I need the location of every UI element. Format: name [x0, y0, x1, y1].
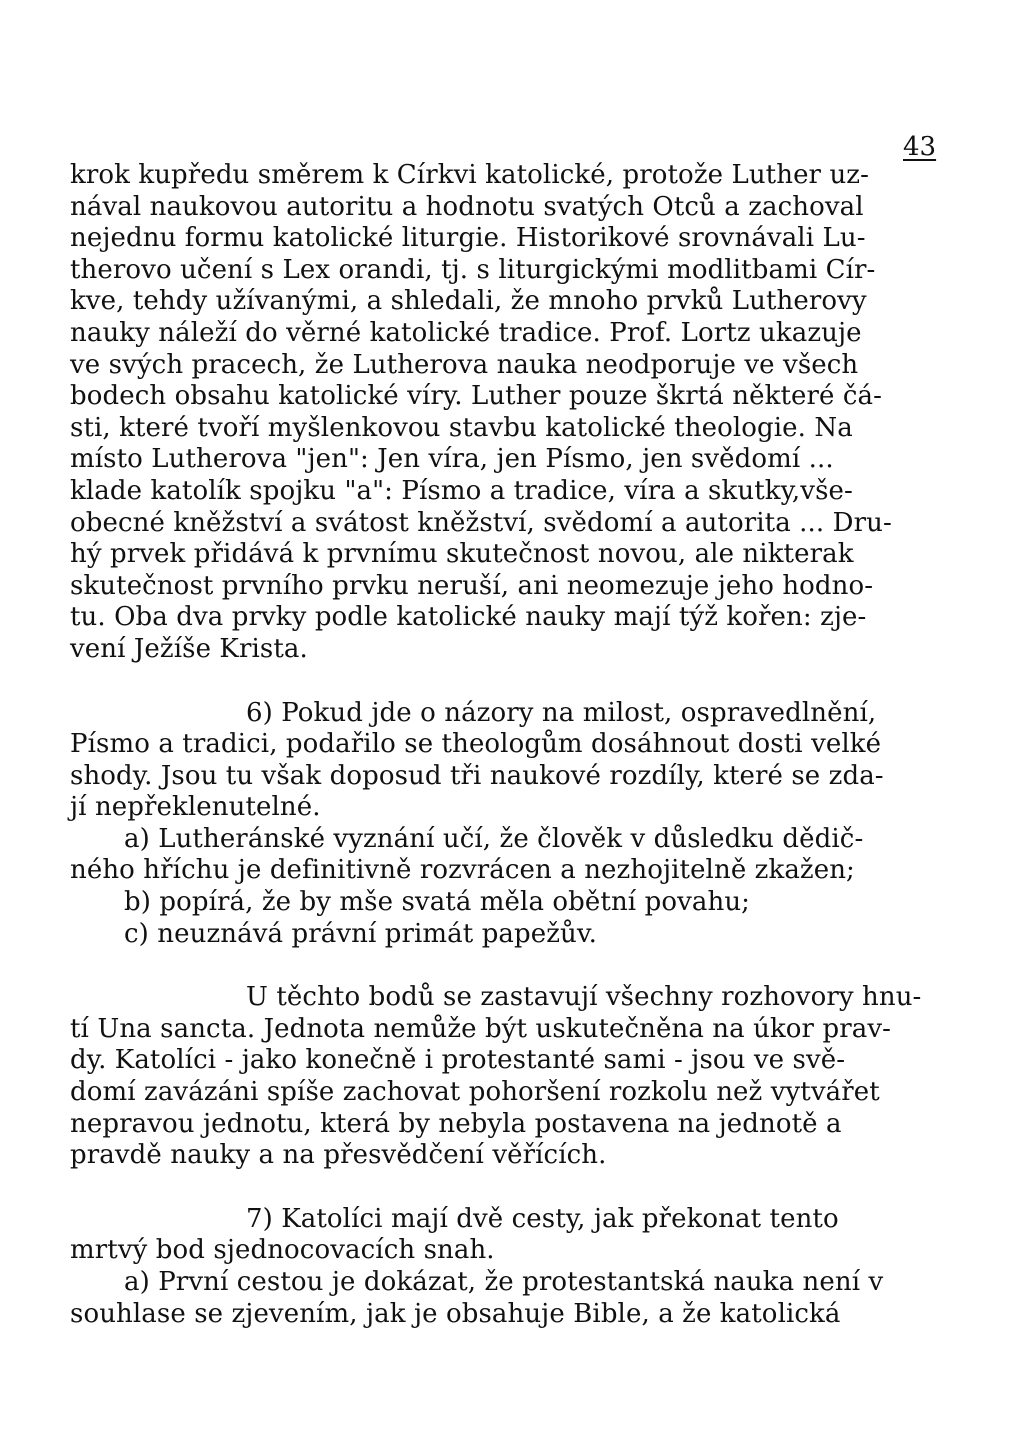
text-line: U těchto bodů se zastavují všechny rozhovory hnu-	[246, 982, 922, 1013]
paragraph-gap	[70, 1172, 960, 1204]
text-line: vení Ježíše Krista.	[70, 633, 308, 664]
text-line: krok kupředu směrem k Církvi katolické, protože Luther uz-	[70, 160, 869, 190]
text-line: souhlase se zjevením, jak je obsahuje Bible, a že katolická	[70, 1298, 841, 1329]
list-item: b) popírá, že by mše svatá měla obětní povahu;	[124, 887, 751, 918]
text-line: nauky náleží do věrné katolické tradice. Prof. Lortz ukazuje	[70, 317, 862, 348]
text-line: nejednu formu katolické liturgie. Historikové srovnávali Lu-	[70, 223, 866, 254]
text-line: mrtvý bod sjednocovacích snah.	[70, 1235, 495, 1266]
text-line: Písmo a tradici, podařilo se theologům dosáhnout dosti velké	[70, 729, 882, 760]
text-line: jí nepřeklenutelné.	[70, 792, 321, 823]
text-line: therovo učení s Lex orandi, tj. s liturgickými modlitbami Cír-	[70, 254, 876, 285]
text-line: nepravou jednotu, která by nebyla postavena na jednotě a	[70, 1108, 842, 1139]
paragraph-point-7	[70, 1204, 960, 1330]
text-line: místo Lutherova "jen": Jen víra, jen Písmo, jen svědomí ...	[70, 444, 834, 475]
text-line: dy. Katolíci - jako konečně i protestanté sami - jsou ve svě-	[70, 1045, 846, 1076]
text-line: ného hříchu je definitivně rozvrácen a nezhojitelně zkažen;	[70, 855, 855, 886]
text-line: tu. Oba dva prvky podle katolické nauky mají týž kořen: zje-	[70, 602, 867, 633]
text-line: domí zavázáni spíše zachovat pohoršení rozkolu než vytvářet	[70, 1077, 880, 1108]
list-item: a) Lutheránské vyznání učí, že člověk v důsledku dědič-	[124, 823, 864, 854]
text-line: klade katolík spojku "a": Písmo a tradice, víra a skutky,vše-	[70, 475, 853, 506]
text-line: tí Una sancta. Jednota nemůže být uskutečněna na úkor prav-	[70, 1013, 892, 1044]
text-line: sti, které tvoří myšlenkovou stavbu katolické theologie. Na	[70, 412, 853, 443]
paragraph-una-sancta	[70, 982, 960, 1172]
text-line: 7) Katolíci mají dvě cesty, jak překonat tento	[246, 1203, 839, 1234]
text-line: nával naukovou autoritu a hodnotu svatých Otců a zachoval	[70, 191, 864, 222]
text-line: pravdě nauky a na přesvědčení věřících.	[70, 1140, 607, 1171]
text-line: bodech obsahu katolické víry. Luther pouze škrtá některé čá-	[70, 381, 883, 412]
text-line: 6) Pokud jde o názory na milost, ospravedlnění,	[246, 697, 877, 728]
differences-list	[70, 824, 960, 950]
text-line: hý prvek přidává k prvnímu skutečnost novou, ale nikterak	[70, 539, 854, 570]
text-line: kve, tehdy užívanými, a shledali, že mnoho prvků Lutherovy	[70, 286, 867, 317]
paragraph-point-6	[70, 698, 960, 824]
page-number: 43	[903, 132, 937, 162]
text-line: shody. Jsou tu však doposud tři naukové rozdíly, které se zda-	[70, 760, 884, 791]
page-text	[70, 160, 960, 1330]
list-item: c) neuznává právní primát papežův.	[124, 918, 597, 949]
paragraph-gap	[70, 666, 960, 698]
text-line: ve svých pracech, že Lutherova nauka neodporuje ve všech	[70, 349, 859, 380]
list-item: a) První cestou je dokázat, že protestantská nauka není v	[124, 1267, 884, 1297]
paragraph-continuation	[70, 160, 960, 666]
text-line: obecné kněžství a svátost kněžství, svědomí a autorita ... Dru-	[70, 507, 892, 538]
paragraph-gap	[70, 950, 960, 982]
text-line: skutečnost prvního prvku neruší, ani neomezuje jeho hodno-	[70, 570, 874, 601]
